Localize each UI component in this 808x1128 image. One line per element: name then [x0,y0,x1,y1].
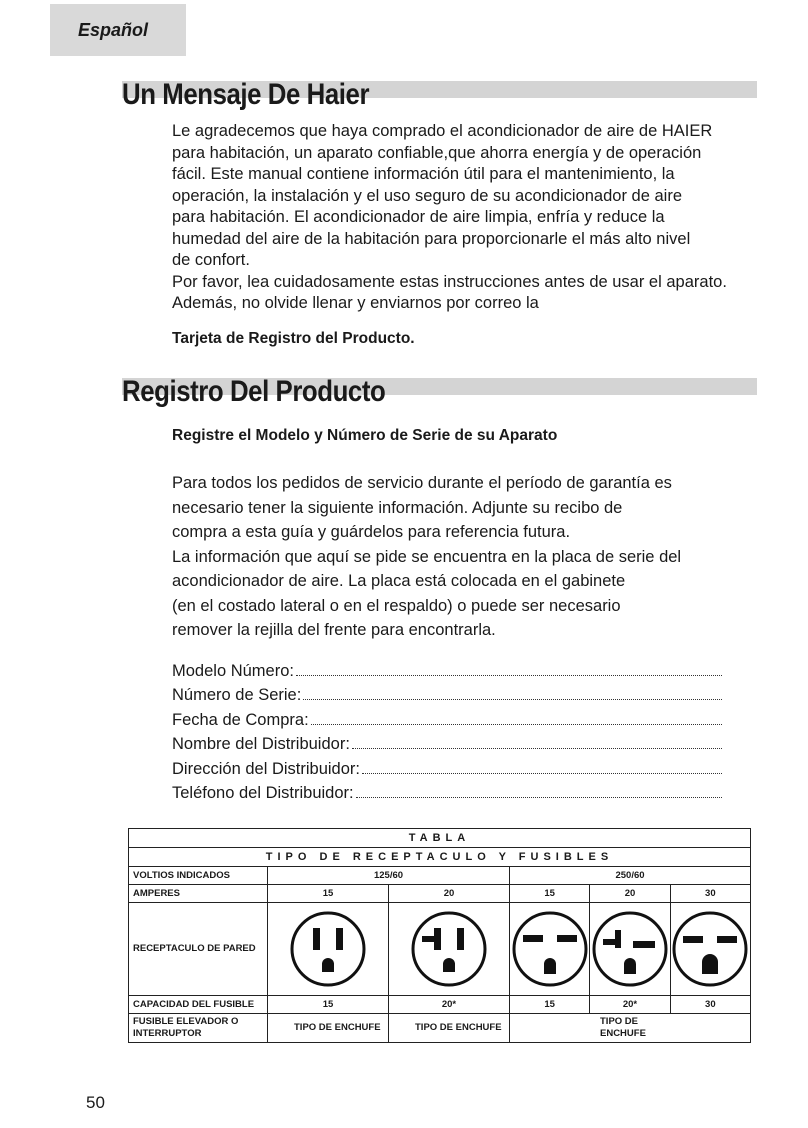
text-line: La información que aquí se pide se encuentra en la placa de serie del [172,547,682,566]
registration-subheading: Registre el Modelo y Número de Serie de su Aparato [172,427,558,444]
message-paragraph [172,121,752,315]
capacity-cell: 20* [389,996,510,1014]
amperes-cell: 20 [389,885,510,903]
fill-line[interactable] [356,797,722,798]
voltage-cell: 250/60 [510,867,751,885]
form-label: Número de Serie: [172,686,302,704]
table-subtitle: TIPO DE RECEPTACULO Y FUSIBLES [129,848,751,867]
text-line: operación, la instalación y el uso seguro de su acondicionador de aire [172,186,682,205]
receptacle-cell [268,903,389,996]
section-heading-registration: Registro Del Producto [122,375,386,408]
page-number: 50 [86,1093,105,1112]
receptaculo-label: RECEPTACULO DE PARED [129,903,268,996]
form-row-dealer-name[interactable] [172,730,722,755]
receptacle-fuse-table [128,828,751,1043]
text-line: Además, no olvide llenar y enviarnos por correo la [172,294,539,312]
receptacle-cell [510,903,590,996]
capacidad-label: CAPACIDAD DEL FUSIBLE [129,996,268,1014]
table-title: TABLA [129,829,751,848]
fuse-type-cell: TIPO DE ENCHUFE [268,1014,389,1043]
text-line: necesario tener la siguiente información. Adjunte su recibo de [172,498,623,517]
capacity-cell: 15 [510,996,590,1014]
language-tab: Español [50,4,186,56]
amperes-cell: 30 [670,885,750,903]
registration-card-line: Tarjeta de Registro del Producto. [172,330,415,347]
form-label: Fecha de Compra: [172,710,309,729]
form-row-purchase-date[interactable] [172,705,722,730]
form-row-model[interactable] [172,656,722,681]
voltage-cell: 125/60 [268,867,510,885]
form-label: Dirección del Distribuidor: [172,759,360,778]
receptacle-cell [590,903,670,996]
form-label: Modelo Número: [172,661,294,680]
fuse-type-text: TIPO DE ENCHUFE [600,1016,646,1039]
fuse-type-cell: TIPO DE ENCHUFE [389,1014,510,1043]
form-row-dealer-phone[interactable] [172,779,722,804]
amperes-cell: 15 [268,885,389,903]
fill-line[interactable] [296,675,722,676]
text-line: para habitación. El acondicionador de aire limpia, enfría y reduce la [172,208,665,226]
text-line: compra a esta guía y guárdelos para referencia futura. [172,523,571,541]
registration-paragraph [172,471,752,643]
form-label: Nombre del Distribuidor: [172,735,350,753]
fusible-label: FUSIBLE ELEVADOR O INTERRUPTOR [129,1014,268,1043]
voltios-label: VOLTIOS INDICADOS [129,867,268,885]
capacity-cell: 30 [670,996,750,1014]
section-heading-message: Un Mensaje De Haier [122,78,370,111]
text-line: humedad del aire de la habitación para proporcionarle el más alto nivel [172,229,691,248]
fill-line[interactable] [352,748,722,749]
text-line: para habitación, un aparato confiable,que ahorra energía y de operación [172,143,702,162]
text-line: de confort. [172,251,250,269]
receptacle-cell [389,903,510,996]
fill-line[interactable] [362,773,722,774]
form-row-dealer-address[interactable] [172,754,722,779]
fill-line[interactable] [303,699,722,700]
capacity-cell: 15 [268,996,389,1014]
amperes-cell: 20 [590,885,670,903]
outlet-250v-30a-icon [671,910,749,988]
outlet-125v-15a-icon [289,910,367,988]
text-line: remover la rejilla del frente para encontrarla. [172,621,496,639]
capacity-cell: 20* [590,996,670,1014]
amperes-cell: 15 [510,885,590,903]
outlet-125v-20a-icon [410,910,488,988]
amperes-label: AMPERES [129,885,268,903]
text-line: (en el costado lateral o en el respaldo) o puede ser necesario [172,596,621,615]
receptacle-cell [670,903,750,996]
fill-line[interactable] [311,724,722,725]
text-line: acondicionador de aire. La placa está colocada en el gabinete [172,572,626,590]
text-line: Le agradecemos que haya comprado el acondicionador de aire de HAIER [172,122,713,140]
form-label: Teléfono del Distribuidor: [172,784,354,802]
text-line: Por favor, lea cuidadosamente estas instrucciones antes de usar el aparato. [172,272,727,291]
fuse-type-cell [510,1014,751,1043]
registration-form [172,656,722,803]
outlet-250v-15a-icon [511,910,589,988]
outlet-250v-20a-icon [591,910,669,988]
text-line: fácil. Este manual contiene información útil para el mantenimiento, la [172,165,675,183]
text-line: Para todos los pedidos de servicio durante el período de garantía es [172,474,672,492]
form-row-serial[interactable] [172,681,722,706]
